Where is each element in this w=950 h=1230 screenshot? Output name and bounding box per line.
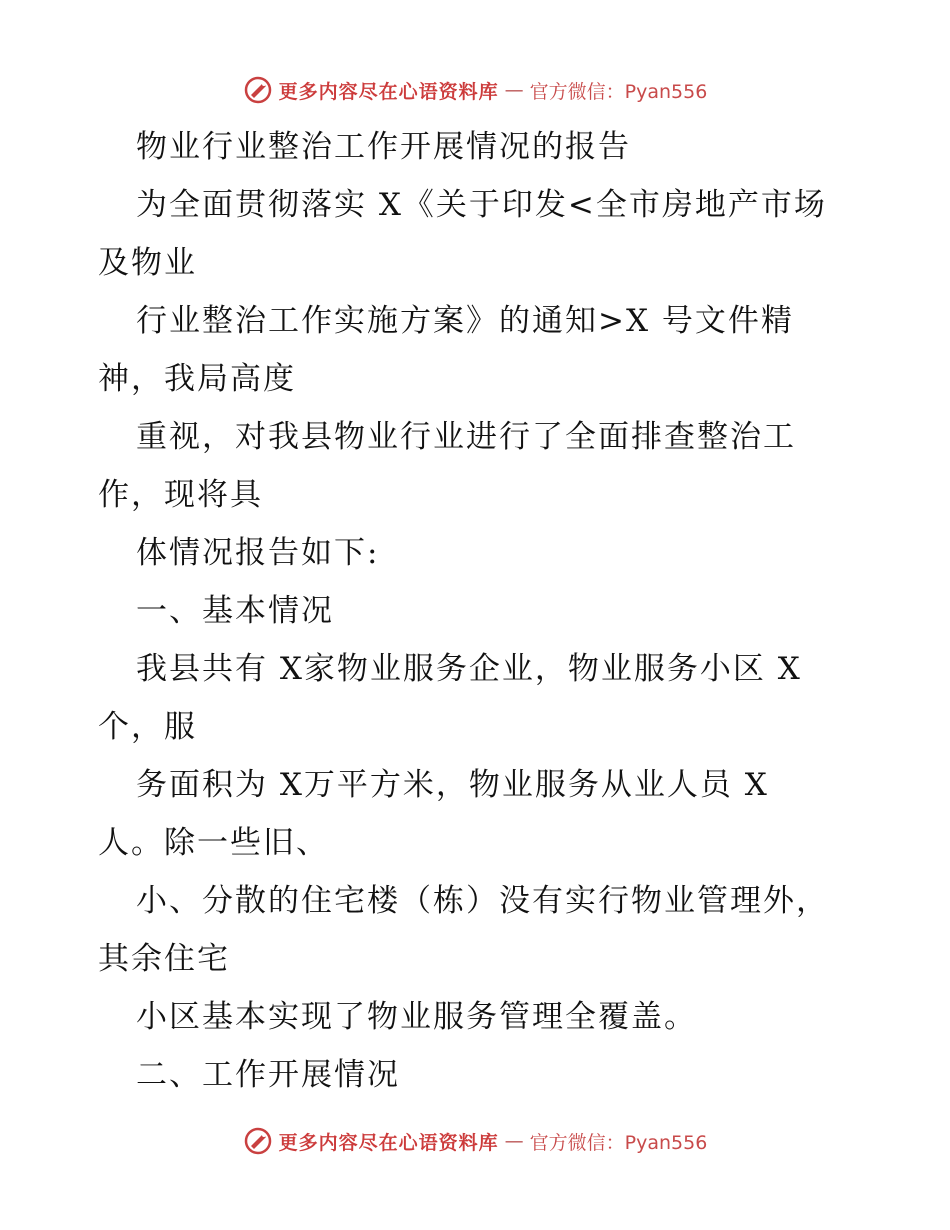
document-line: 小、分散的住宅楼（栋）没有实行物业管理外， xyxy=(136,883,829,919)
document-line: 行业整治工作实施方案》的通知>X 号文件精 xyxy=(136,303,794,339)
document-line: 及物业 xyxy=(98,245,197,281)
document-line: 我县共有 X家物业服务企业，物业服务小区 X xyxy=(136,651,802,687)
document-line: 务面积为 X万平方米，物业服务从业人员 X xyxy=(136,767,769,803)
document-line: 其余住宅 xyxy=(98,941,230,977)
document-line: 重视，对我县物业行业进行了全面排查整治工 xyxy=(136,419,796,455)
watermark-contact: 官方微信：Pyan556 xyxy=(529,1131,708,1154)
document-line: 为全面贯彻落实 X《关于印发<全市房地产市场 xyxy=(136,187,827,223)
watermark-contact: 官方微信：Pyan556 xyxy=(529,80,708,103)
document-line: 物业行业整治工作开展情况的报告 xyxy=(136,129,631,165)
document-line: 个，服 xyxy=(98,709,197,745)
document-line: 体情况报告如下: xyxy=(136,535,380,571)
header-watermark xyxy=(0,70,950,110)
document-line: 神，我局高度 xyxy=(98,361,296,397)
document-line: 小区基本实现了物业服务管理全覆盖。 xyxy=(136,999,697,1035)
document-line: 二、工作开展情况 xyxy=(136,1057,400,1093)
document-body xyxy=(98,118,858,1104)
footer-watermark xyxy=(0,1121,950,1161)
watermark-brand: 更多内容尽在心语资料库 xyxy=(278,1131,499,1154)
document-line: 一、基本情况 xyxy=(136,593,334,629)
watermark-separator: — xyxy=(504,79,524,101)
watermark-brand: 更多内容尽在心语资料库 xyxy=(278,80,499,103)
watermark-separator: — xyxy=(504,1130,524,1152)
brand-logo-icon xyxy=(243,75,273,105)
document-line: 作，现将具 xyxy=(98,477,263,513)
document-line: 人。除一些旧、 xyxy=(98,825,329,861)
brand-logo-icon xyxy=(243,1126,273,1156)
